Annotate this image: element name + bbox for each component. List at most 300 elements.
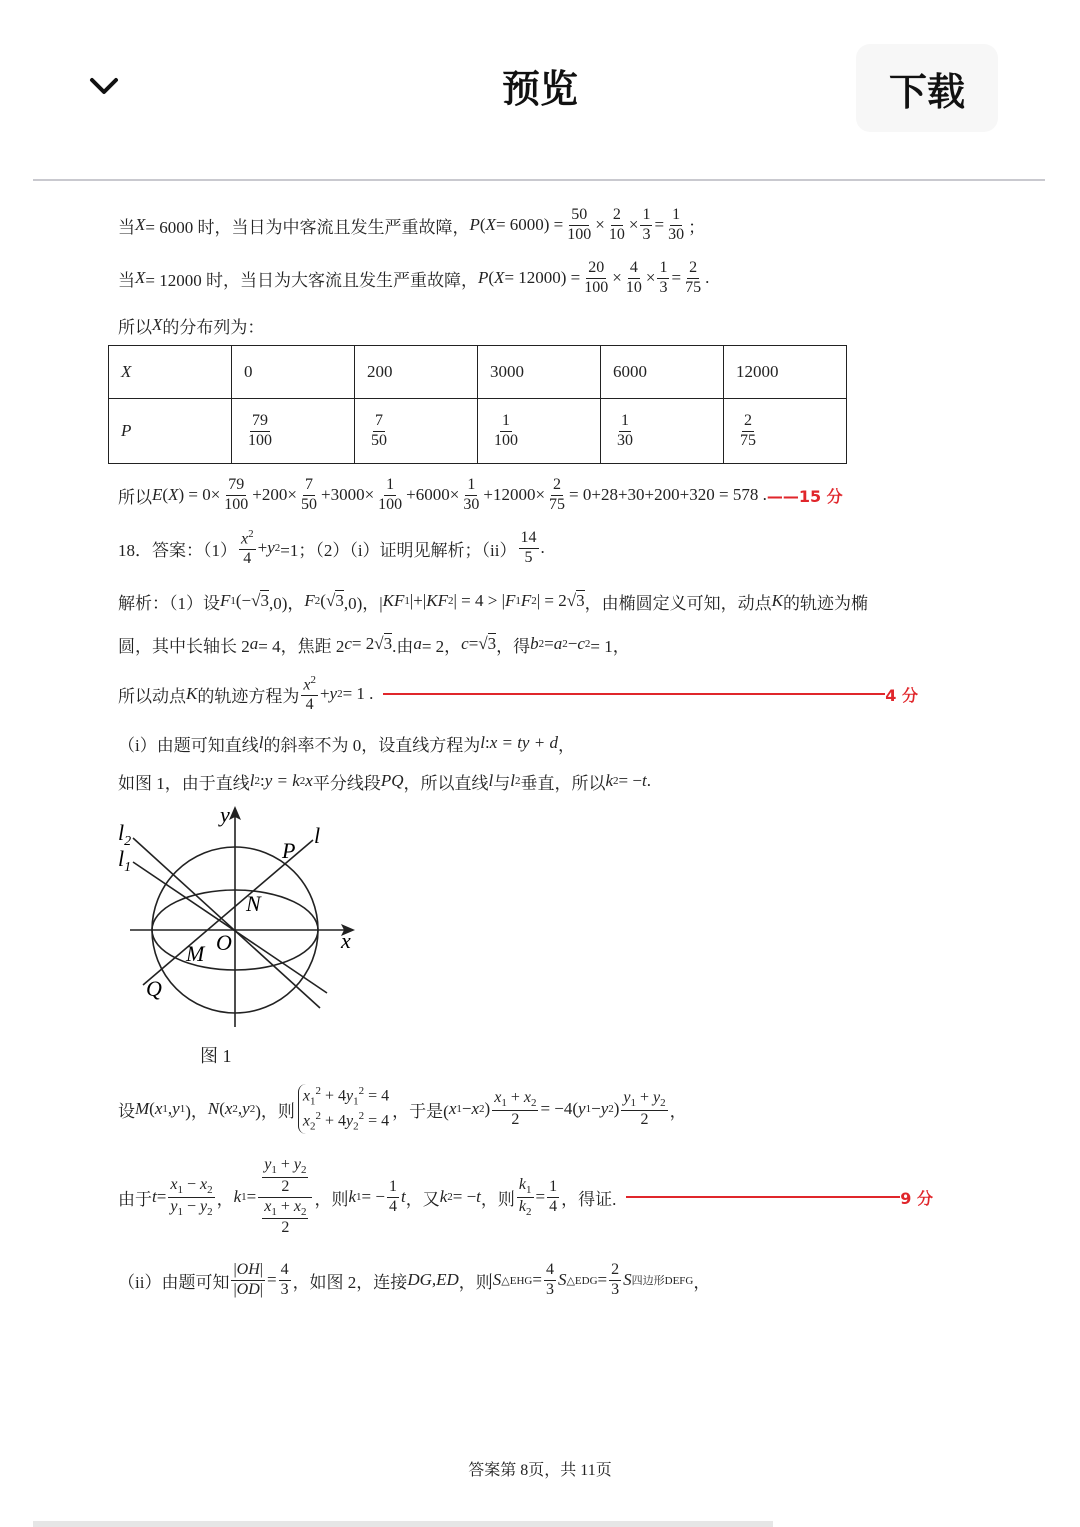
- math-var: X: [494, 268, 505, 287]
- subscript: 2: [310, 1120, 316, 1133]
- numerator: [492, 1089, 538, 1111]
- text-run: 50: [571, 206, 588, 224]
- subscript: 2: [232, 1103, 238, 1115]
- numerator: [239, 528, 256, 550]
- math-var: x: [264, 1197, 272, 1215]
- text-run: 30: [463, 495, 480, 513]
- subscript: 2: [314, 595, 321, 607]
- line-l1: [133, 862, 327, 993]
- superscript: 2: [274, 542, 281, 554]
- denominator: [241, 550, 253, 568]
- math-var: y: [199, 1197, 208, 1215]
- subscript: 1: [230, 595, 236, 607]
- text-run: 3: [280, 1280, 289, 1298]
- text-run: 的斜率不为 0，设直线方程为: [263, 735, 481, 755]
- math-var: a: [553, 634, 563, 653]
- math-var: y = k: [264, 771, 300, 790]
- fraction: [239, 528, 256, 568]
- text-run: ，则: [458, 1272, 493, 1292]
- denominator: [523, 549, 535, 567]
- math-var: F: [505, 591, 516, 610]
- text-run: ，: [669, 1101, 687, 1121]
- doc-line: [118, 666, 918, 722]
- text-run: + 4: [321, 1086, 347, 1104]
- distribution-table: [108, 345, 847, 464]
- denominator: [547, 1198, 559, 1216]
- text-run: 5: [524, 548, 533, 566]
- math-var: l: [258, 733, 264, 752]
- numerator: [387, 1178, 399, 1197]
- text-run: ，又: [405, 1189, 440, 1209]
- text-run: 79: [228, 476, 245, 494]
- subscript: 2: [300, 1205, 307, 1218]
- text-run: 2: [281, 1219, 290, 1237]
- text-run: 平分线段: [312, 773, 381, 793]
- text-run: =: [246, 1187, 257, 1206]
- fraction: [657, 259, 669, 297]
- fraction: [666, 206, 686, 244]
- score-mark: 9 分: [900, 1188, 933, 1208]
- denominator: [657, 279, 669, 297]
- text-run: 4: [545, 1261, 554, 1279]
- text-run: −: [461, 1099, 472, 1118]
- table-cell: 3000: [478, 346, 601, 399]
- page-title: 预览: [501, 67, 578, 111]
- math-var: l: [480, 733, 485, 752]
- math-var: DG,ED: [407, 1270, 459, 1289]
- text-run: ，: [693, 1272, 711, 1292]
- text-run: 当: [118, 217, 135, 237]
- numerator: [258, 1156, 312, 1197]
- text-run: = 1 .: [342, 684, 374, 703]
- text-run: ,0)，: [268, 593, 305, 613]
- square-root: [374, 634, 392, 654]
- text-run: (: [219, 1099, 225, 1118]
- text-run: 的轨迹为椭: [782, 593, 868, 613]
- text-run: +6000×: [406, 485, 460, 504]
- text-run: 1: [467, 476, 476, 494]
- text-run: 100: [224, 495, 249, 513]
- numerator: [231, 1261, 265, 1280]
- doc-line: [118, 1157, 933, 1237]
- radicand: 3: [576, 591, 585, 610]
- superscript: 2: [315, 1110, 321, 1122]
- math-var: t: [641, 771, 647, 790]
- denominator: [279, 1281, 291, 1299]
- math-var: K: [771, 591, 783, 610]
- math-var: a: [249, 634, 259, 653]
- label-l2: $l_2$: [118, 820, 132, 849]
- text-run: ,0)，|: [343, 593, 383, 613]
- download-button[interactable]: 下载: [856, 44, 998, 132]
- text-run: +: [257, 538, 268, 557]
- denominator: [607, 226, 627, 244]
- text-run: 2: [612, 206, 621, 224]
- math-var: x: [170, 1175, 178, 1193]
- denominator: [609, 1281, 621, 1299]
- math-var: x: [293, 1197, 301, 1215]
- subscript: 2: [207, 1205, 213, 1218]
- math-var: x: [302, 1086, 310, 1104]
- math-var: N: [207, 1099, 220, 1118]
- denominator: [222, 496, 250, 514]
- numerator: [544, 1261, 556, 1280]
- math-var: OD: [236, 1280, 260, 1298]
- numerator: [517, 1176, 534, 1198]
- text-run: =1；（2）（i）证明见解析；（ii）: [280, 540, 517, 560]
- subscript: 2: [530, 1097, 537, 1110]
- math-var: x: [448, 1099, 457, 1118]
- fraction: [621, 1089, 667, 1129]
- fraction: [547, 1178, 559, 1216]
- fraction: [624, 259, 644, 297]
- text-run: |: [233, 1261, 237, 1279]
- denominator: [299, 496, 319, 514]
- math-var: x: [154, 1099, 163, 1118]
- math-var: y: [172, 1099, 180, 1118]
- subscript: 1: [630, 1097, 637, 1110]
- text-run: |: [259, 1280, 263, 1298]
- text-run: =: [597, 1270, 608, 1289]
- scrollbar[interactable]: [33, 1521, 773, 1527]
- text-run: （ii）由题可知: [118, 1272, 230, 1292]
- superscript: 2: [562, 638, 568, 650]
- denominator: [640, 226, 652, 244]
- denominator: [376, 496, 404, 514]
- numerator: [586, 259, 606, 278]
- subscript: 2: [660, 1097, 666, 1110]
- math-var: c: [577, 634, 585, 653]
- text-run: (: [162, 485, 169, 504]
- text-run: |+|: [409, 591, 427, 610]
- text-run: +200×: [252, 485, 297, 504]
- text-run: )，: [185, 1101, 208, 1121]
- label-o: O: [216, 930, 232, 955]
- text-run: 2: [611, 1261, 620, 1279]
- text-run: 10: [608, 225, 625, 243]
- math-var: y: [242, 1099, 250, 1118]
- math-var: t: [400, 1187, 406, 1206]
- denominator: [624, 279, 644, 297]
- doc-line: [118, 1252, 710, 1308]
- table-cell: 12000: [724, 346, 847, 399]
- subscript: 2: [300, 1164, 307, 1177]
- doc-line: [118, 616, 630, 672]
- numerator: [640, 206, 652, 225]
- text-run: ) = 0×: [178, 485, 221, 504]
- page-footer: 答案第 8页，共 11页: [468, 1462, 612, 1479]
- subscript: △EHG: [501, 1274, 533, 1287]
- equation-row: [303, 1109, 389, 1134]
- denominator: [461, 496, 481, 514]
- text-run: +3000×: [320, 485, 375, 504]
- denominator: [517, 1198, 534, 1219]
- text-run: (: [488, 268, 495, 287]
- label-y: y: [220, 802, 230, 827]
- score-mark: ——15 分: [766, 486, 843, 506]
- numerator: 7: [373, 412, 385, 431]
- math-var: y: [329, 684, 338, 703]
- denominator: 30: [617, 431, 633, 449]
- math-var: K: [186, 684, 198, 703]
- text-run: 75: [549, 495, 566, 513]
- text-run: +12000×: [483, 485, 546, 504]
- text-run: ×: [612, 268, 622, 287]
- fraction: [565, 206, 593, 244]
- score-leader-line: [626, 1196, 900, 1198]
- fraction: [609, 1261, 621, 1299]
- fraction: [369, 412, 389, 450]
- numerator: [551, 476, 563, 495]
- math-var: y: [653, 1088, 661, 1106]
- text-run: 2: [511, 1110, 520, 1128]
- math-var: x: [224, 1099, 233, 1118]
- radicand: 3: [487, 634, 497, 653]
- math-var: x = ty + d: [489, 733, 558, 752]
- text-run: =: [266, 1270, 277, 1289]
- text-run: +: [276, 1197, 294, 1215]
- text-run: ，得证.: [561, 1189, 617, 1209]
- table-cell: X: [109, 346, 232, 399]
- text-run: = 12000 时，当日为大客流且发生严重故障，: [145, 270, 478, 290]
- denominator: [231, 1281, 265, 1299]
- fraction: [519, 529, 539, 567]
- math-var: y: [600, 1099, 609, 1118]
- subscript: 2: [249, 1103, 256, 1115]
- text-run: 2: [281, 1178, 290, 1196]
- subscript: 1: [515, 595, 521, 607]
- math-var: E: [152, 485, 163, 504]
- table-cell: [478, 399, 601, 464]
- math-var: OH: [236, 1261, 260, 1279]
- text-run: −: [182, 1175, 200, 1193]
- math-var: P: [469, 215, 480, 234]
- math-var: l: [510, 771, 515, 790]
- text-run: 的分布列为：: [162, 317, 265, 337]
- text-run: 解析：（1）设: [118, 593, 220, 613]
- label-q: Q: [146, 976, 162, 1001]
- text-run: 100: [584, 278, 609, 296]
- numerator: 1: [619, 412, 631, 431]
- math-var: y: [346, 1086, 354, 1104]
- text-run: = 6000) =: [495, 215, 564, 234]
- math-var: PQ: [380, 771, 404, 790]
- fraction: [376, 476, 404, 514]
- text-run: ): [613, 1099, 620, 1118]
- text-run: 2: [640, 1110, 649, 1128]
- denominator: 100: [494, 431, 518, 449]
- subscript: 1: [177, 1183, 183, 1196]
- text-run: ,: [167, 1099, 173, 1118]
- text-run: )，则: [255, 1101, 295, 1121]
- math-var: x: [303, 676, 311, 694]
- fraction: [222, 476, 250, 514]
- text-run: = 2: [351, 634, 375, 653]
- text-run: −: [591, 1099, 601, 1118]
- doc-line: [118, 467, 933, 523]
- superscript: 2: [358, 1110, 365, 1122]
- fraction: [492, 1089, 538, 1129]
- fraction: [279, 1261, 291, 1299]
- numerator: [611, 206, 623, 225]
- score-leader-line: [383, 693, 885, 695]
- math-var: k: [518, 1197, 527, 1215]
- denominator: [565, 226, 593, 244]
- denominator: [547, 496, 567, 514]
- text-run: = 4: [364, 1086, 390, 1104]
- text-run: = 2，: [421, 636, 462, 656]
- text-run: 30: [668, 225, 685, 243]
- math-var: X: [135, 268, 146, 287]
- text-run: 设: [118, 1101, 135, 1121]
- text-run: =: [544, 634, 554, 653]
- denominator: [304, 696, 316, 714]
- text-run: = 0+28+30+200+320 = 578 .: [569, 485, 767, 504]
- numerator: [262, 1156, 308, 1178]
- subscript: 1: [501, 1097, 507, 1110]
- text-run: = −: [361, 1187, 385, 1206]
- subscript: 1: [241, 1191, 247, 1203]
- subscript: 2: [447, 1191, 453, 1203]
- denominator: [582, 279, 610, 297]
- doc-line: [118, 197, 705, 253]
- fraction: [738, 412, 758, 450]
- math-var: k: [348, 1187, 357, 1206]
- text-run: ×: [595, 215, 605, 234]
- subscript: 1: [179, 1103, 186, 1115]
- text-run: 所以动点: [118, 686, 186, 706]
- ellipse-circle-figure: [100, 800, 370, 1040]
- math-var: X: [485, 215, 496, 234]
- text-run: = −4(: [540, 1099, 579, 1118]
- subscript: 1: [177, 1205, 183, 1218]
- text-run: | = 2: [536, 591, 567, 610]
- fraction: [615, 412, 635, 450]
- radicand: 3: [335, 591, 344, 610]
- denominator: 100: [248, 431, 272, 449]
- text-run: 4: [629, 259, 638, 277]
- subscript: △EDG: [566, 1274, 598, 1287]
- text-run: 3: [642, 225, 651, 243]
- text-run: ，: [557, 735, 575, 755]
- table-cell: [355, 399, 478, 464]
- denominator: [387, 1198, 399, 1216]
- numerator: 1: [500, 412, 512, 431]
- fraction: [640, 206, 652, 244]
- math-var: X: [152, 315, 163, 334]
- denominator: [683, 279, 703, 297]
- text-run: 75: [685, 278, 702, 296]
- text-run: (: [320, 591, 326, 610]
- subscript: 2: [613, 775, 619, 787]
- denominator: 50: [371, 431, 387, 449]
- text-run: 的轨迹方程为: [197, 686, 300, 706]
- text-run: .: [540, 538, 545, 557]
- numerator: [279, 1261, 291, 1280]
- text-run: 所以: [118, 487, 152, 507]
- math-var: x: [471, 1099, 480, 1118]
- numerator: [303, 476, 315, 495]
- text-run: = 6000 时，当日为中客流且发生严重故障，: [145, 217, 470, 237]
- text-run: = −: [452, 1187, 477, 1206]
- text-run: :: [259, 771, 265, 790]
- math-var: x: [302, 1112, 310, 1130]
- text-run: =: [654, 215, 665, 234]
- math-var: F: [520, 591, 532, 610]
- text-run: 垂直，所以: [520, 773, 606, 793]
- numerator: [168, 1176, 214, 1198]
- fraction: [258, 1156, 312, 1237]
- subscript: 2: [479, 1103, 485, 1115]
- text-run: ,: [237, 1099, 243, 1118]
- text-run: =: [468, 634, 479, 653]
- text-run: 3: [659, 278, 668, 296]
- fraction: [544, 1261, 556, 1299]
- square-root: [567, 591, 585, 611]
- math-var: S: [492, 1270, 502, 1289]
- text-run: 1: [549, 1178, 558, 1196]
- math-var: F: [220, 591, 231, 610]
- text-run: + 4: [321, 1112, 347, 1130]
- math-var: F: [304, 591, 315, 610]
- text-run: ×: [628, 215, 639, 234]
- superscript: 2: [538, 638, 545, 650]
- denominator: [639, 1111, 651, 1129]
- numerator: 2: [742, 412, 754, 431]
- math-var: t: [152, 1187, 157, 1206]
- math-var: k: [518, 1175, 527, 1193]
- text-run: 3: [611, 1280, 620, 1298]
- text-run: |: [233, 1280, 237, 1298]
- subscript: 四边形DEFG: [631, 1275, 694, 1287]
- math-var: KF: [426, 591, 449, 610]
- denominator: 75: [740, 431, 756, 449]
- fraction: [299, 476, 319, 514]
- fraction: [246, 412, 274, 450]
- math-var: M: [135, 1099, 150, 1118]
- text-run: 所以: [118, 317, 152, 337]
- math-var: x: [494, 1088, 502, 1106]
- text-run: ×: [645, 268, 656, 287]
- text-run: ；: [688, 217, 706, 237]
- text-run: 4: [388, 1197, 397, 1215]
- text-run: ，如图 2，连接: [292, 1272, 408, 1292]
- text-run: −: [182, 1197, 200, 1215]
- fraction: [301, 674, 318, 714]
- text-run: 4: [280, 1261, 289, 1279]
- radicand: 3: [260, 591, 269, 610]
- numerator: [262, 1198, 308, 1220]
- subscript: 2: [531, 595, 537, 607]
- text-run: 4: [243, 549, 252, 567]
- subscript: 2: [526, 1205, 532, 1218]
- math-var: a: [413, 634, 422, 653]
- text-run: = 1，: [590, 636, 630, 656]
- denominator: [279, 1178, 291, 1196]
- table-cell: P: [109, 399, 232, 464]
- label-m: M: [186, 941, 205, 966]
- numerator: [621, 1089, 667, 1111]
- math-var: k: [439, 1187, 448, 1206]
- text-run: 1: [388, 1178, 397, 1196]
- text-run: 18．答案：（1）: [118, 540, 237, 560]
- text-run: |: [259, 1261, 263, 1279]
- math-var: y: [293, 1156, 301, 1174]
- math-var: y: [267, 538, 275, 557]
- subscript: 2: [254, 775, 260, 787]
- superscript: 2: [337, 688, 343, 700]
- denominator: [279, 1219, 291, 1237]
